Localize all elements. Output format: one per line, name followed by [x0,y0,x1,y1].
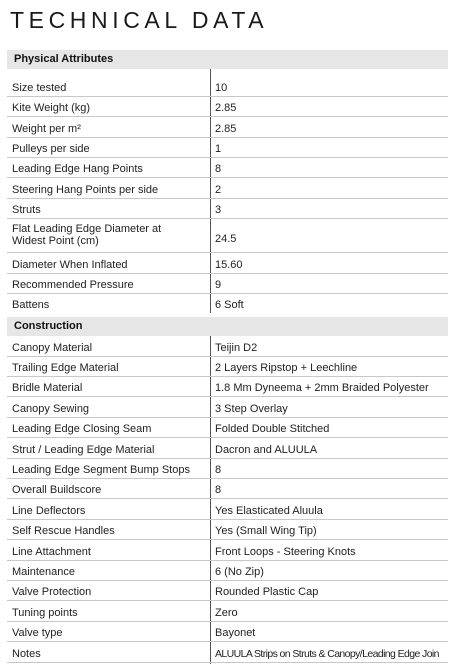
table-row [7,294,448,313]
table-row [7,601,448,622]
row-value: 1.8 Mm Dyneema + 2mm Braided Polyester [215,382,429,394]
row-label: Steering Hang Points per side [12,184,159,196]
table-row [7,561,448,581]
row-label: Overall Buildscore [12,484,102,496]
row-label: Maintenance [12,566,75,578]
row-value: 3 Step Overlay [215,403,288,415]
row-value: 6 (No Zip) [215,566,264,578]
page-title: TECHNICAL DATA [10,7,269,33]
construction-table [7,336,448,664]
table-row [7,117,448,138]
row-label: Size tested [12,82,67,94]
row-label: Leading Edge Hang Points [12,163,143,175]
row-value: Bayonet [215,627,256,639]
row-label: Bridle Material [12,382,83,394]
row-value: 2 [215,184,222,196]
row-value: 1 [215,143,222,155]
row-label: Weight per m² [12,123,81,135]
table-row [7,274,448,294]
row-value: 2.85 [215,123,237,135]
row-label: Diameter When Inflated [12,259,128,271]
section-heading-construction: Construction [7,317,448,336]
table-row [7,622,448,642]
row-value: 8 [215,464,222,476]
row-value: Zero [215,607,238,619]
table-row [7,158,448,178]
row-value: 24.5 [215,233,237,245]
section-heading-physical: Physical Attributes [7,50,448,69]
row-label: Tuning points [12,607,78,619]
row-value: Yes Elasticated Aluula [215,505,323,517]
table-row [7,199,448,219]
table-row [7,418,448,438]
table-row [7,178,448,199]
table-row [7,438,448,459]
table-row [7,69,448,97]
row-label: Trailing Edge Material [12,362,119,374]
row-label: Line Deflectors [12,505,86,517]
table-row [7,336,448,357]
row-label: Kite Weight (kg) [12,102,91,114]
row-label: Line Attachment [12,546,91,558]
row-value: Dacron and ALUULA [215,444,318,456]
row-label: Leading Edge Closing Seam [12,423,152,435]
table-row [7,479,448,499]
table-row [7,138,448,158]
row-value: Yes (Small Wing Tip) [215,525,317,537]
table-row [7,581,448,601]
row-value: ALUULA Strips on Struts & Canopy/Leading Edge Join [215,648,439,660]
row-label: Valve Protection [12,586,92,598]
row-label: Strut / Leading Edge Material [12,444,155,456]
row-value: Front Loops - Steering Knots [215,546,356,558]
table-row [7,253,448,274]
row-label: Valve type [12,627,63,639]
table-row [7,459,448,479]
row-value: Folded Double Stitched [215,423,330,435]
row-value: 3 [215,204,222,216]
row-label: Recommended Pressure [12,279,134,291]
row-value: Rounded Plastic Cap [215,586,319,598]
table-row [7,397,448,418]
table-row [7,642,448,663]
row-label: Canopy Material [12,342,93,354]
row-label: Battens [12,299,50,311]
table-row [7,357,448,377]
physical-attributes-table [7,69,448,313]
row-value: 2.85 [215,102,237,114]
row-label: Flat Leading Edge Diameter at Widest Point (cm) [12,223,162,247]
row-label: Struts [12,204,41,216]
table-row [7,377,448,397]
table-row [7,540,448,561]
table-row [7,219,448,253]
row-value: 8 [215,163,222,175]
table-row [7,499,448,520]
row-value: 9 [215,279,222,291]
row-label: Canopy Sewing [12,403,90,415]
row-label: Self Rescue Handles [12,525,115,537]
row-label: Notes [12,648,41,660]
row-value: 6 Soft [215,299,244,311]
row-value: 2 Layers Ripstop + Leechline [215,362,358,374]
row-value: 8 [215,484,222,496]
row-value: Teijin D2 [215,342,258,354]
table-row [7,520,448,540]
table-row [7,97,448,117]
row-value: 10 [215,82,228,94]
row-value: 15.60 [215,259,243,271]
row-label: Pulleys per side [12,143,90,155]
row-label: Leading Edge Segment Bump Stops [12,464,190,476]
